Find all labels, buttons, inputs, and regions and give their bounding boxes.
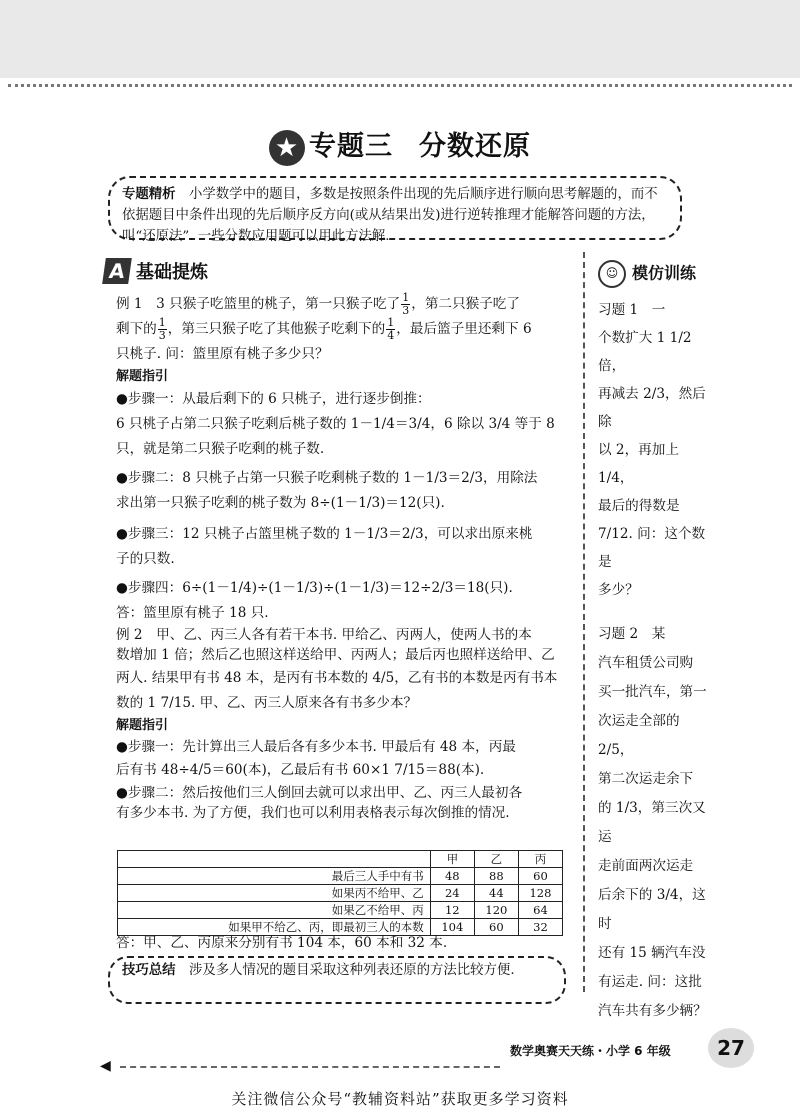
ex2-step2: ●步骤二：然后按他们三人倒回去就可以求出甲、乙、丙三人最初各 — [116, 785, 523, 801]
ex2-guide: 解题指引 — [116, 718, 169, 733]
column-divider — [583, 252, 585, 992]
ex2-line3: 两人. 结果甲有书 48 本，是丙有书本数的 4/5，乙有书的本数是丙有书本 — [116, 670, 558, 686]
top-divider — [8, 84, 792, 87]
main-column — [116, 292, 576, 823]
ex1-step3b: 子的只数. — [116, 551, 175, 567]
skill-box: 技巧总结 涉及多人情况的题目采取这种列表还原的方法比较方便. — [108, 956, 566, 1004]
ex1-line3: 只桃子. 问：篮里原有桃子多少只？ — [116, 346, 329, 362]
table-row: 如果丙不给甲、乙 24 44 128 — [118, 885, 563, 902]
ex1-step4: ●步骤四：6÷(1－1/4)÷(1－1/3)÷(1－1/3)＝12÷2/3＝18(只). — [116, 580, 513, 596]
reverse-table — [117, 850, 563, 936]
ex1-step2: ●步骤二：8 只桃子占第一只猴子吃剩桃子数的 1－1/3＝2/3，用除法 — [116, 470, 538, 486]
page-number: 27 — [708, 1028, 754, 1068]
letter-a-icon: A — [102, 258, 132, 284]
ex2-line1: 例 2 甲、乙、丙三人各有若干本书. 甲给乙、丙两人，使两人书的本 — [116, 627, 532, 643]
section-a-title: A 基础提炼 — [104, 258, 208, 284]
ex2-step2b: 有多少本书. 为了方便，我们也可以利用表格表示每次倒推的情况. — [116, 805, 510, 821]
ex1-guide: 解题指引 — [116, 369, 169, 384]
table-row: 如果甲不给乙、丙，即最初三人的本数 104 60 32 — [118, 919, 563, 936]
ex1-answer: 答：篮里原有桃子 18 只. — [116, 605, 269, 621]
ex2-step1b: 后有书 48÷4/5＝60(本)，乙最后有书 60×1 7/15＝88(本). — [116, 762, 485, 778]
ex2-line4: 数的 1 7/15. 甲、乙、丙三人原来各有书多少本？ — [116, 695, 418, 711]
face-icon: ☺ — [598, 260, 626, 288]
exercise-1: 习题 1 一 个数扩大 1 1/2 倍， 再减去 2/3，然后除 以 2，再加上 1/4， 最后的得数是 7/12. 问：这个数是 多少？ — [598, 302, 706, 598]
ex1-line1: 例 1 3 只猴子吃篮里的桃子，第一只猴子吃了 $\frac{1}{3}$ ，第二只猴子吃了 — [116, 291, 520, 317]
ex1-step1c: 只，就是第二只猴子吃剩的桃子数. — [116, 441, 325, 457]
footer-line — [120, 1066, 500, 1068]
side-title: ☺ 模仿训练 — [598, 260, 696, 288]
arrow-left-icon: ◀ — [100, 1058, 111, 1074]
ex1-line2: 剩下的 $\frac{1}{3}$ ，第三只猴子吃了其他猴子吃剩下的 $\frac{1}{4}$ ，最后篮子里还剩下 6 — [116, 316, 532, 342]
bottom-notice: 关注微信公众号“教辅资料站”获取更多学习资料 — [231, 1090, 569, 1108]
table-row: 如果乙不给甲、丙 12 120 64 — [118, 902, 563, 919]
star-icon: ★ — [269, 130, 305, 166]
ex1-step1: ●步骤一：从最后剩下的 6 只桃子，进行逐步倒推： — [116, 391, 431, 407]
top-band — [0, 0, 800, 78]
exercise-2: 习题 2 某 汽车租赁公司购 买一批汽车，第一 次运走全部的 2/5， 第二次运走余下 的 1/3，第三次又运 走前面两次运走 后余下的 3/4，这时 还有 15 辆汽车没 有运走. 问：这批 汽车共有多少辆？ — [598, 626, 707, 1019]
ex1-step2b: 求出第一只猴子吃剩的桃子数为 8÷(1－1/3)＝12(只). — [116, 495, 445, 511]
ex2-step1: ●步骤一：先计算出三人最后各有多少本书. 甲最后有 48 本，丙最 — [116, 739, 516, 755]
ex1-step3: ●步骤三：12 只桃子占篮里桃子数的 1－1/3＝2/3，可以求出原来桃 — [116, 526, 533, 542]
ex1-step1b: 6 只桃子占第二只猴子吃剩后桃子数的 1－1/4＝3/4，6 除以 3/4 等于 8 — [116, 416, 555, 432]
book-title: 数学奥赛天天练・小学 6 年级 — [510, 1044, 671, 1058]
page-title: ★ 专题三 分数还原 — [0, 124, 800, 166]
table-row: 最后三人手中有书 48 88 60 — [118, 868, 563, 885]
ex2-line2: 数增加 1 倍；然后乙也照这样送给甲、丙两人；最后丙也照样送给甲、乙 — [116, 647, 555, 663]
ex2-answer: 答：甲、乙、丙原来分别有书 104 本，60 本和 32 本. — [116, 935, 448, 951]
intro-box: 专题精析 小学数学中的题目，多数是按照条件出现的先后顺序进行顺向思考解题的，而不依据题目中条件出现的先后顺序反方向(或从结果出发)进行逆转推理才能解答问题的方法，叫“还原法”. 一些分数应用题可以用此方法解. — [108, 176, 682, 240]
table-header-row: 甲 乙 丙 — [118, 851, 563, 868]
